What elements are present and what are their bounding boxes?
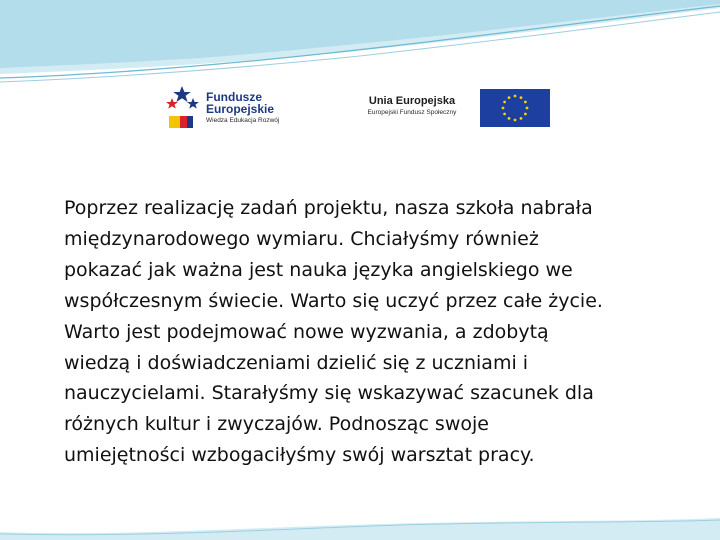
- text-line: Warto jest podejmować nowe wyzwania, a zdobytą: [64, 320, 549, 343]
- text-line: Poprzez realizację zadań projektu, nasza szkoła nabrała: [64, 197, 593, 219]
- text-line: współczesnym świecie. Warto się uczyć przez całe życie.: [64, 289, 603, 312]
- europejskie-label: Europejskie: [206, 102, 275, 116]
- fundusze-europejskie-logo: [160, 82, 312, 134]
- project-summary-text: [64, 193, 694, 471]
- top-wave-decoration: [0, 0, 720, 90]
- efs-label: Europejski Fundusz Społeczny: [367, 109, 457, 116]
- fundusze-subtitle: Wiedza Edukacja Rozwój: [206, 117, 280, 124]
- logo-strip: [160, 82, 550, 134]
- text-line: nauczycielami. Starałyśmy się wskazywać szacunek dla: [64, 382, 594, 405]
- text-line: umiejętności wzbogaciłyśmy swój warsztat pracy.: [64, 444, 535, 467]
- unia-europejska-logo: [338, 82, 550, 134]
- bottom-wave-decoration: [0, 510, 720, 540]
- eu-flag-icon: [480, 89, 550, 127]
- stars-logo-icon: [160, 82, 204, 134]
- text-line: różnych kultur i zwyczajów. Podnosząc swoje: [64, 413, 489, 436]
- fundusze-label: Fundusze: [206, 90, 262, 104]
- text-line: pokazać jak ważna jest nauka języka angielskiego we: [64, 258, 573, 281]
- unia-europejska-label: Unia Europejska: [368, 95, 456, 107]
- bottom-wave-fill: [0, 518, 720, 540]
- text-line: międzynarodowego wymiaru. Chciałyśmy również: [64, 227, 539, 250]
- top-wave-mid: [0, 0, 720, 68]
- text-line: wiedzą i doświadczeniami dzielić się z uczniami i: [64, 351, 529, 374]
